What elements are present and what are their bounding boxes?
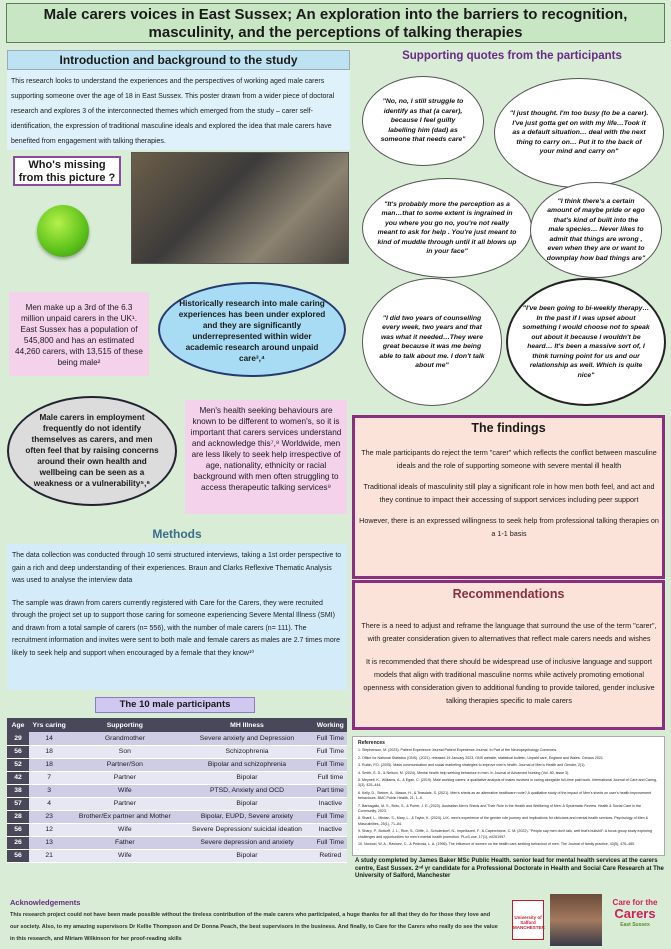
care-for-the-carers-logo	[606, 898, 664, 942]
quote-bubble-1: "No, no, I still struggle to identify as that (a carer), because I feel guilty labelling him (dad) as someone that needs care"	[362, 76, 484, 166]
table-cell: Full Time	[314, 745, 347, 758]
table-cell: Partner	[69, 771, 180, 784]
historical-research-oval: Historically research into male caring experiences has been under explored and they are significantly underrepresented within wider academic research around unpaid care³,⁴	[158, 282, 346, 377]
methods-heading: Methods	[152, 527, 202, 541]
references-heading: References	[358, 740, 385, 746]
table-cell: Full Time	[314, 836, 347, 849]
table-cell: 18	[29, 758, 69, 771]
table-cell: 13	[29, 836, 69, 849]
participants-heading: The 10 male participants	[95, 697, 255, 713]
carers-logo-sub: East Sussex	[620, 922, 650, 928]
findings-heading: The findings	[471, 421, 546, 435]
reference-item: 1. Stephenson, M. (2023). Patient Experience Journal Patient Experience Journal. In Part of the Neuropsychology Commons.	[358, 748, 558, 753]
recommendations-panel	[352, 580, 665, 730]
references-list	[358, 748, 659, 847]
reference-item: 3. Rubin, P.D. (2005). Mass communication and social marketing strategies to improve men's health. Journal of Men's Health and Gender, 2(1).	[358, 763, 586, 768]
table-row	[7, 810, 347, 823]
table-cell: Severe Depression/ suicidal ideation	[180, 823, 313, 836]
intro-body: This research looks to understand the experiences and the perspectives of working aged male carers supporting someone over the age of 18 in East Sussex. This poster drawn from a wider piece of doctoral research and explores 3 of the interconnected themes which emerged from the study – carer self-identification, the expression of traditional masculine ideals and explored the idea that male carers have benefited from engagement with talking therapies.	[7, 70, 350, 150]
methods-paragraph-1: The data collection was conducted through 10 semi structured interviews, taking a 1st order perspective to gain a rich and deep understanding of their experiences. Braun and Clarks Reflexive Thematic Analysis was used to analyse the interview data	[12, 552, 342, 584]
table-cell: 14	[29, 732, 69, 745]
employment-oval: Male carers in employment frequently do not identify themselves as carers, and men often feel that by raising concerns around their own health and wellbeing can be seen as a weakness or a vulnerability⁵,⁶	[7, 396, 177, 506]
university-of-salford-logo: University of Salford MANCHESTER	[512, 900, 544, 940]
quote-bubble-4: "I think there's a certain amount of maybe pride or ego that's kind of built into the male species… Never likes to admit that things are wrong , even when they are or want to downplay how bad things are"	[530, 182, 662, 278]
table-cell: Brother/Ex partner and Mother	[69, 810, 180, 823]
table-cell: 56	[7, 823, 29, 836]
findings-body	[359, 446, 659, 548]
col-mh-illness: MH Illness	[180, 718, 313, 732]
table-cell: Wife	[69, 823, 180, 836]
col-supporting: Supporting	[69, 718, 180, 732]
sick-face-emoji-icon	[37, 205, 89, 257]
quote-bubble-5: "I did two years of counselling every week, two years and that was what it needed…They were great because it was me being able to talk about me. I don't talk about me"	[362, 278, 502, 406]
quote-bubble-6: "I've been going to bi-weekly therapy… In the past if I was upset about something I would choose not to speak out about it because I wouldn't be heard… It's been a massive sort of, I think turning point for us and our relationship as well. Which is quite nice"	[506, 278, 666, 406]
findings-paragraph-3: However, there is an expressed willingness to seek help from professional talking therapies on a 1-1 basis	[359, 516, 659, 538]
men-statistics-box: Men make up a 3rd of the 6.3 million unpaid carers in the UK¹. East Sussex has a population of 545,800 and has an estimated 44,260 carers, with 13,515 of these being male²	[9, 292, 149, 376]
table-row	[7, 745, 347, 758]
table-cell: Bipolar	[180, 797, 313, 810]
quote-bubble-2: "I just thought. I'm too busy (to be a carer). I've just gotta get on with my life…Took it as a default situation… deal with the next thing to carry on… Put it to the back of your mind and carry on"	[494, 78, 664, 188]
reference-item: 4. Smith, S. D., & Nelson, M. (2024). Mental health help seeking behaviour in men. In Journal of Advanced Nursing (Vol. 80, Issue 3).	[358, 770, 570, 775]
reference-item: 6. Kelly, D., Steiner, A., Mason, H., & Teasdale, S. (2021). Men's sheds as an alternative healthcare route? A qualitative study of the impact of Men's sheds on user's health improvement behaviours. BMC Public Health, 21, 1–9.	[358, 790, 652, 801]
table-cell: 12	[29, 823, 69, 836]
findings-paragraph-1: The male participants do reject the term "carer" which reflects the conflict between masculine ideals and the role of supporting someone with severe mental ill health	[361, 448, 657, 470]
col-working: Working	[314, 718, 347, 732]
reference-item: 5. Meynell, K., Williams, A., & Egan, C. (2019). Male working carers: a qualitative analysis of males involved in caring alongside full-time paid work. International Journal of Care and Caring, 3(3), 425–444.	[358, 778, 658, 788]
table-row	[7, 849, 347, 862]
table-cell: Father	[69, 836, 180, 849]
table-cell: Son	[69, 745, 180, 758]
table-row	[7, 758, 347, 771]
table-cell: Wife	[69, 849, 180, 862]
table-cell: Retired	[314, 849, 347, 862]
acknowledgements-heading: Acknowledgements	[10, 898, 81, 907]
table-cell: 21	[29, 849, 69, 862]
table-cell: 52	[7, 758, 29, 771]
recommendations-heading: Recommendations	[452, 587, 565, 601]
table-cell: 56	[7, 745, 29, 758]
col-age: Age	[7, 718, 29, 732]
table-cell: 28	[7, 810, 29, 823]
carers-logo-line-2: Carers	[614, 906, 656, 921]
table-row	[7, 823, 347, 836]
group-photo	[131, 152, 349, 264]
table-cell: Wife	[69, 784, 180, 797]
acknowledgements-body: This research project could not have been made possible without the tireless contribution of the male carers who participated, a huge thanks for all that they do for those they love and our society. Also, to my amazing supervisors Dr Kellie Thompson and Dr Donna Peach, the best supervisors in the business. And finally, to Care for the Carers who really do see the value in this research, and Miriam Wilkinson for her proof-reading skills	[10, 912, 498, 942]
table-cell: Full time	[314, 771, 347, 784]
table-cell: Bipolar	[180, 771, 313, 784]
table-cell: Full Time	[314, 732, 347, 745]
participants-table	[7, 718, 347, 863]
table-cell: Bipolar	[180, 849, 313, 862]
table-cell: Inactive	[314, 823, 347, 836]
methods-body	[7, 544, 347, 690]
health-seeking-box: Men's health seeking behaviours are known to be different to women's, so it is important that carers services understand and acknowledge this⁷,⁸ Worldwide, men are less likely to seek help irrespective of age, nationality, ethnicity or racial background with men often struggling to access therapeutic talking services⁹	[185, 400, 347, 514]
table-cell: Bipolar and schizophrenia	[180, 758, 313, 771]
table-cell: 57	[7, 797, 29, 810]
col-years-caring: Yrs caring	[29, 718, 69, 732]
author-photo	[550, 894, 602, 946]
intro-heading: Introduction and background to the study	[7, 50, 350, 70]
table-cell: 56	[7, 849, 29, 862]
table-cell: 42	[7, 771, 29, 784]
table-cell: Full Time	[314, 810, 347, 823]
table-cell: Partner/Son	[69, 758, 180, 771]
table-cell: 18	[29, 745, 69, 758]
reference-item: 7. Barbagallo, M. S., Brito, S., & Porter, J. E. (2023). Australian Men's Sheds and Their Role in the Health and Wellbeing of Men: A Systematic Review. Health & Social Care in the Community, 2023.	[358, 803, 642, 814]
methods-paragraph-2: The sample was drawn from carers currently registered with Care for the Carers, they were recruited through the project set up to support those caring for someone experiencing Severe Mental Illness (SMI) and drawn from a total sample of carers (n= 556), with the number of male carers (n= 111). The recruitment information and invites were sent to both male and female carers as males are 2.7 times more likely to seek help and support when encouraged by a female that they know¹⁰	[12, 599, 340, 657]
table-row	[7, 797, 347, 810]
recommendations-paragraph-2: It is recommended that there should be widespread use of inclusive language and support models that align with traditional masculine norms while actively promoting emotional openness with consideration given to additional funding to provide tailored, gender inclusive talking therapies specific to male carers	[363, 657, 655, 705]
references-box	[352, 736, 665, 856]
table-cell: Severe anxiety and Depression	[180, 732, 313, 745]
carers-logo-line-1: Care for the	[612, 898, 658, 907]
table-cell: Grandmother	[69, 732, 180, 745]
study-credit: A study completed by James Baker MSc Public Health. senior lead for mental health services at the carers centre, East Sussex. 2ⁿᵈ yr candidate for a Professional Doctorate in Health and Social Care Research at The University of Salford, Manchester	[355, 858, 664, 879]
table-cell: Severe depression and anxiety	[180, 836, 313, 849]
table-cell: 7	[29, 771, 69, 784]
reference-item: 9. Sharp, P., Bottorff, J. L., Rice, S., Oliffe, J., Schulenkorf, N., Impellizzeri, F., & Caperchione, C. M. (2022). "People say men don't talk, well that's bullshit": A focus group study exploring challenges and opportunities for men's mental health promotion. PLoS one, 17(1), e0261997.	[358, 829, 652, 839]
table-cell: 26	[7, 836, 29, 849]
table-cell: 4	[29, 797, 69, 810]
table-cell: Inactive	[314, 797, 347, 810]
table-cell: Bipolar, EUPD, Severe anxiety	[180, 810, 313, 823]
table-cell: 29	[7, 732, 29, 745]
table-cell: Partner	[69, 797, 180, 810]
table-cell: 3	[29, 784, 69, 797]
table-cell: Part time	[314, 784, 347, 797]
table-cell: Full Time	[314, 758, 347, 771]
table-cell: Schizophrenia	[180, 745, 313, 758]
findings-panel	[352, 415, 665, 579]
table-cell: PTSD, Anxiety and OCD	[180, 784, 313, 797]
reference-item: 2. Office for National Statistics (ONS). (2021). released 19 January 2023, ONS website, statistical bulletin, Unpaid care, England and Wales: Census 2021	[358, 755, 603, 760]
whos-missing-label: Who's missing from this picture ?	[13, 156, 121, 186]
poster-title: Male carers voices in East Sussex; An exploration into the barriers to recognition, masculinity, and the perceptions of talking therapies	[6, 3, 665, 43]
recommendations-body	[359, 619, 659, 717]
table-cell: 23	[29, 810, 69, 823]
table-row	[7, 836, 347, 849]
quote-bubble-3: "It's probably more the perception as a man…that to some extent is ingrained in you where you go no, you're not really meant to ask for help . You're just meant to kind of muddle through until it all blows up in your face"	[362, 178, 532, 278]
table-cell: 38	[7, 784, 29, 797]
reference-item: 10. Noroozi, W. A., Ravinez, C., & Pedrosa, L. A. (1996). The influence of women on the health care-seeking behaviour of men. The Journal of family practice, 43(5), 475–480.	[358, 842, 636, 847]
table-row	[7, 784, 347, 797]
findings-paragraph-2: Traditional ideals of masculinity still play a significant role in how men both feel, and act and they continue to impact their accessing of support services including peer support	[363, 482, 655, 504]
table-row	[7, 771, 347, 784]
reference-item: 8. Sharif, L., Mirdan, S., Mary, L., & Taylor, K. (2024). U.K. men's experience of the gender role journey and implications for clinicians and mental health services. Psychology of Men & Masculinities, 25(1), 71–84.	[358, 816, 648, 826]
quotes-heading: Supporting quotes from the participants	[402, 50, 622, 62]
table-row	[7, 732, 347, 745]
recommendations-paragraph-1: There is a need to adjust and reframe the language that surround the use of the term "carer", with greater consideration given to alternatives that reflect male carers needs and wishes	[361, 621, 657, 643]
